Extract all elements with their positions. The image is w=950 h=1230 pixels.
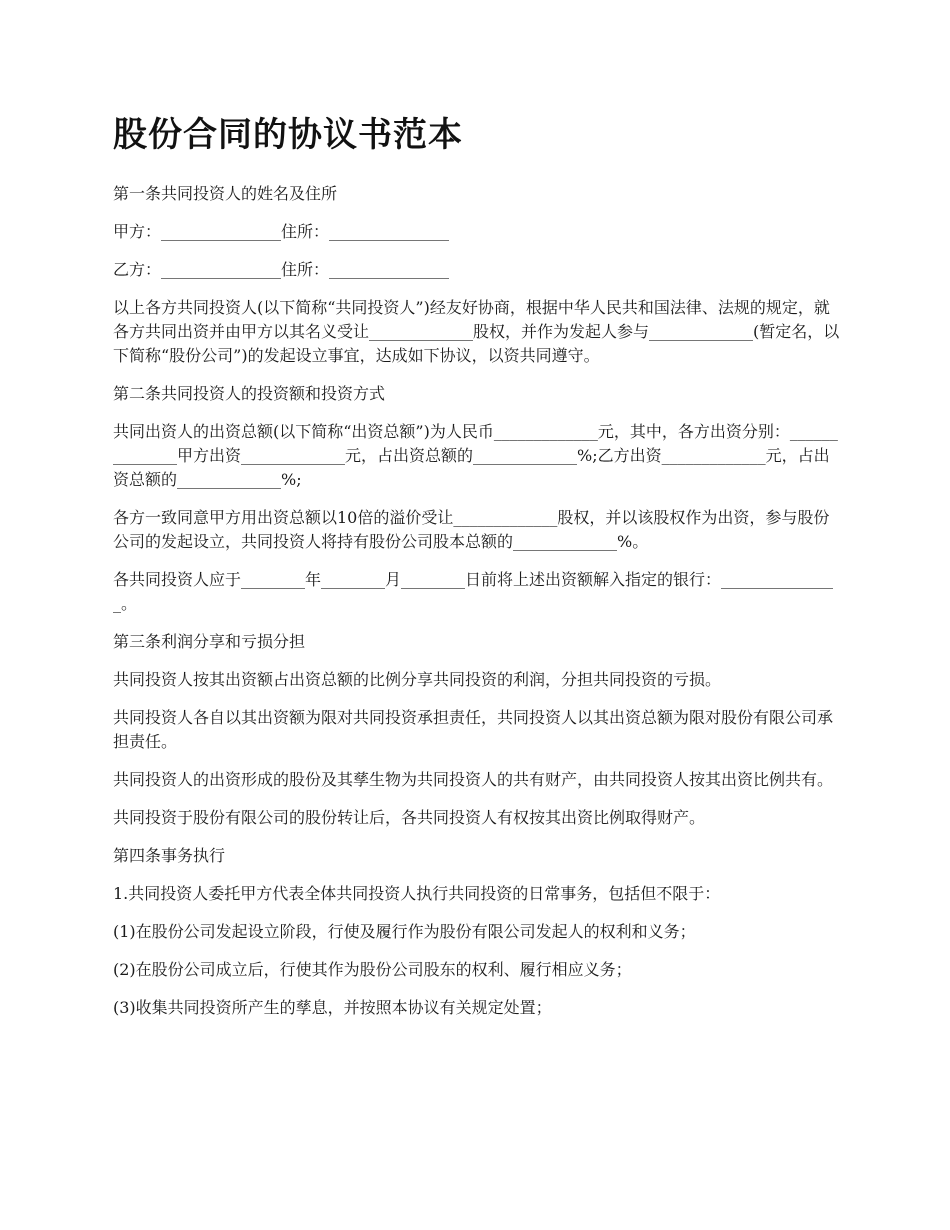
payment-deadline-paragraph: 各共同投资人应于________年________月________日前将上述出资额解入指定的银行：_______________。 [113,570,834,613]
contribution-paragraph: 共同出资人的出资总额(以下简称“出资总额”)为人民币_____________元，其中，各方出资分别：______________甲方出资_____________元，占出资总额的_____________%;乙方出资_____________元，占出资总额的_____________%; [113,422,838,489]
article-3-heading: 第三条利润分享和亏损分担 [113,632,306,651]
list-item: (3)收集共同投资所产生的孳息，并按照本协议有关规定处置； [113,998,552,1017]
premium-paragraph: 各方一致同意甲方用出资总额以10倍的溢价受让_____________股权，并以该股权作为出资，参与股份公司的发起设立，共同投资人将持有股份公司股本总额的_____________%。 [113,508,830,551]
article-1-heading: 第一条共同投资人的姓名及住所 [113,184,338,203]
joint-property-paragraph: 共同投资人的出资形成的股份及其孳生物为共同投资人的共有财产，由共同投资人按其出资比例共有。 [113,770,834,789]
article-4-heading: 第四条事务执行 [113,846,226,865]
document-title: 股份合同的协议书范本 [113,115,463,155]
list-item: (1)在股份公司发起设立阶段，行使及履行作为股份有限公司发起人的权利和义务； [113,922,696,941]
article-2-heading: 第二条共同投资人的投资额和投资方式 [113,384,386,403]
profit-loss-paragraph: 共同投资人按其出资额占出资总额的比例分享共同投资的利润，分担共同投资的亏损。 [113,670,722,689]
transfer-paragraph: 共同投资于股份有限公司的股份转让后，各共同投资人有权按其出资比例取得财产。 [113,808,706,827]
party-a-line: 甲方：_______________住所：_______________ [113,222,450,241]
document-page [113,110,845,1034]
liability-paragraph: 共同投资人各自以其出资额为限对共同投资承担责任，共同投资人以其出资总额为限对股份有限公司承担责任。 [113,708,834,751]
delegation-paragraph: 1.共同投资人委托甲方代表全体共同投资人执行共同投资的日常事务，包括但不限于： [113,884,721,903]
list-item: (2)在股份公司成立后，行使其作为股份公司股东的权利、履行相应义务； [113,960,632,979]
party-b-line: 乙方：_______________住所：_______________ [113,260,450,279]
preamble-paragraph: 以上各方共同投资人(以下简称“共同投资人”)经友好协商，根据中华人民共和国法律、法规的规定，就各方共同出资并由甲方以其名义受让_____________股权，并作为发起人参与_____________(暂定名，以下简称“股份公司”)的发起设立事宜，达成如下协议，以资共同遵守。 [113,298,840,365]
